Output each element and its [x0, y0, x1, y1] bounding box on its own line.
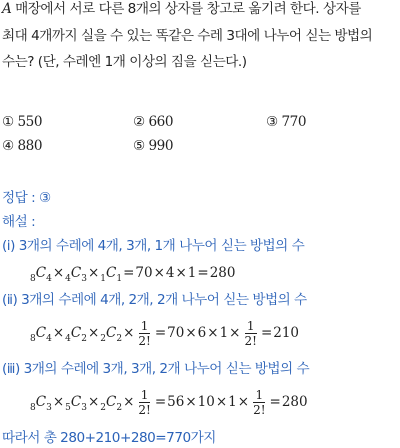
option-5-value: 990: [148, 138, 173, 154]
option-3[interactable]: [266, 113, 306, 131]
option-4-marker: ④: [2, 138, 14, 154]
question-line-2: 최대 4개까지 실을 수 있는 똑같은 수레 3대에 나누어 싣는 방법의: [2, 28, 373, 44]
case-2-heading: (ⅱ) 3개의 수레에 4개, 2개, 2개 나누어 싣는 방법의 수: [2, 292, 307, 308]
question-line-1: [2, 0, 361, 18]
option-2-value: 660: [148, 114, 173, 130]
case-2-formula: 8 C 4 × 4 C 2 × 2 C 2 × $\frac{1}{2!}$ = 70 × 6 × 1 × $\frac{1}{2!}$ = 210: [30, 318, 300, 348]
option-3-marker: ③: [266, 114, 278, 130]
case-3-formula: 8 C 3 × 5 C 3 × 2 C 2 × $\frac{1}{2!}$ = 56 × 10 × 1 × $\frac{1}{2!}$ = 280: [30, 387, 308, 417]
option-2[interactable]: [133, 113, 173, 131]
option-3-value: 770: [281, 114, 306, 130]
answer-label: 정답 : ③: [2, 190, 51, 206]
option-2-marker: ②: [133, 114, 145, 130]
question-line-1-text: 매장에서 서로 다른 8개의 상자를 창고로 옮기려 한다. 상자를: [11, 1, 361, 17]
option-4[interactable]: [2, 137, 42, 155]
option-5[interactable]: [133, 137, 173, 155]
option-4-value: 880: [17, 138, 42, 154]
case-1-formula: 8 C 4 × 4 C 3 × 1 C 1 = 70 × 4 × 1 = 280: [30, 265, 236, 284]
option-1-marker: ①: [2, 114, 14, 130]
question-variable: A: [2, 1, 12, 17]
question-line-3: 수는? (단, 수레엔 1개 이상의 짐을 싣는다.): [2, 54, 247, 70]
solution-title: 해설 :: [2, 214, 36, 230]
case-3-heading: (ⅲ) 3개의 수레에 3개, 3개, 2개 나누어 싣는 방법의 수: [2, 361, 310, 377]
conclusion: 따라서 총 280+210+280=770가지: [2, 430, 216, 446]
option-1[interactable]: [2, 113, 42, 131]
option-1-value: 550: [17, 114, 42, 130]
case-1-heading: (ⅰ) 3개의 수레에 4개, 3개, 1개 나누어 싣는 방법의 수: [2, 238, 305, 254]
option-5-marker: ⑤: [133, 138, 145, 154]
